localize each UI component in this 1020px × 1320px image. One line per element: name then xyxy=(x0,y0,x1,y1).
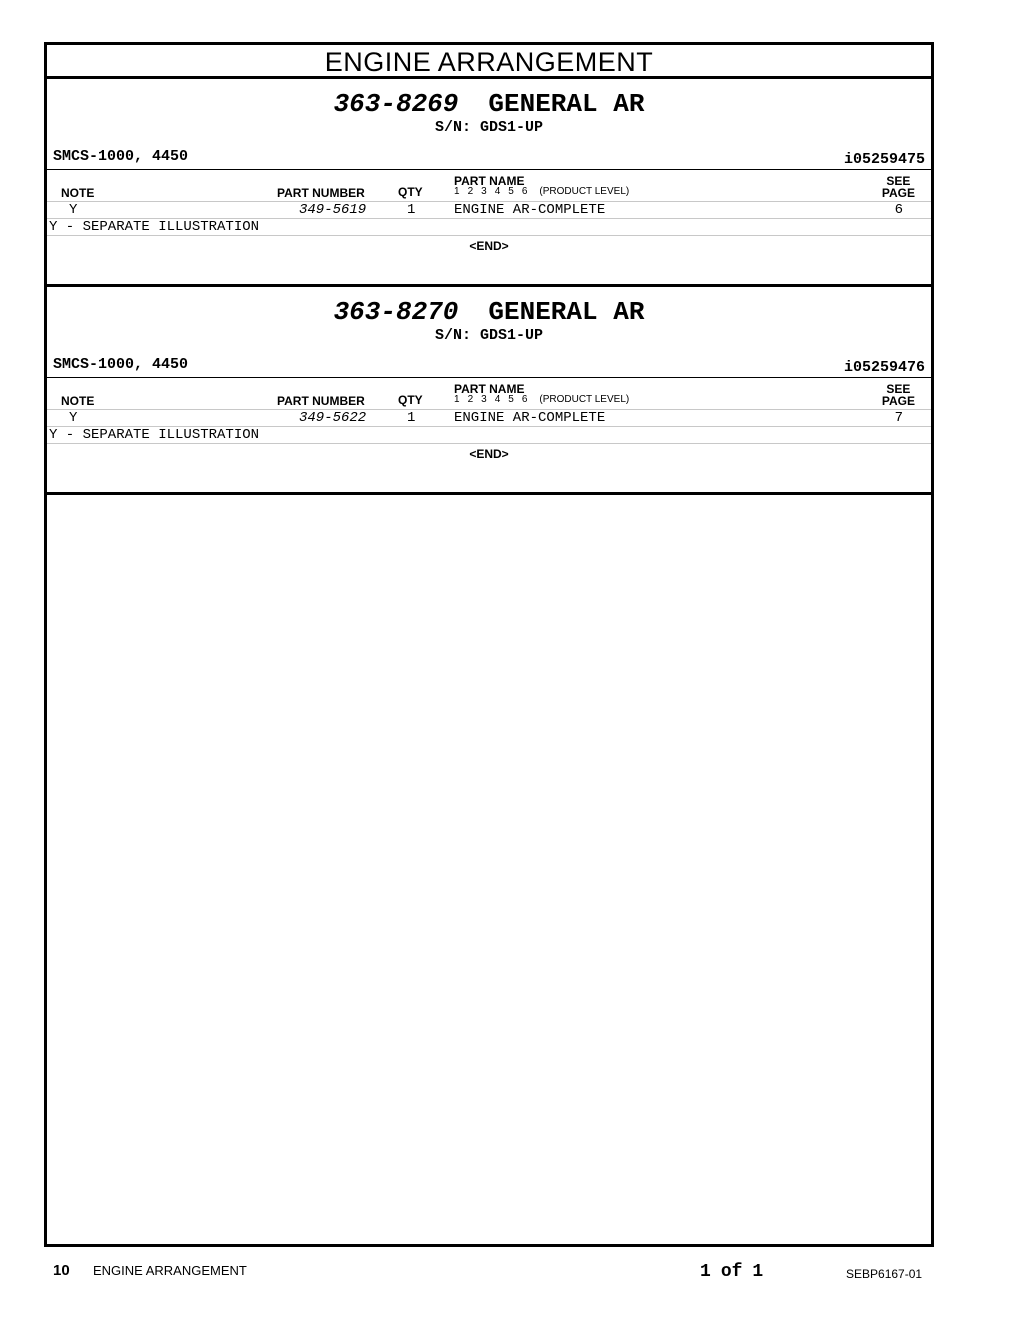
header-divider xyxy=(47,169,931,170)
end-marker: <END> xyxy=(469,239,509,253)
level-1: 1 xyxy=(454,186,460,197)
row-see-page: 7 xyxy=(894,410,903,426)
product-level-scale xyxy=(454,394,629,405)
page-label: PAGE xyxy=(881,394,915,408)
row-part-name: ENGINE AR-COMPLETE xyxy=(454,202,606,218)
note-legend: Y - SEPARATE ILLUSTRATION xyxy=(49,219,260,235)
smcs-code: SMCS-1000, 4450 xyxy=(53,148,189,165)
product-level-label: (PRODUCT LEVEL) xyxy=(539,186,630,197)
smcs-code: SMCS-1000, 4450 xyxy=(53,356,189,373)
row-divider xyxy=(47,443,931,444)
column-header-qty: QTY xyxy=(398,185,423,199)
page-label: PAGE xyxy=(881,186,915,200)
column-header-see-page xyxy=(882,175,915,199)
level-6: 6 xyxy=(521,186,528,197)
level-4: 4 xyxy=(494,394,501,405)
level-3: 3 xyxy=(481,394,487,405)
row-note: Y xyxy=(69,202,78,218)
row-qty: 1 xyxy=(407,202,416,218)
illustration-id: i05259475 xyxy=(843,151,925,168)
row-see-page: 6 xyxy=(894,202,903,218)
level-6: 6 xyxy=(521,394,528,405)
level-2: 2 xyxy=(467,394,474,405)
column-header-part-name: PART NAME xyxy=(454,174,525,188)
parts-group-section xyxy=(47,79,931,287)
page-current: 1 xyxy=(700,1262,711,1282)
see-label: SEE xyxy=(886,382,911,396)
note-legend: Y - SEPARATE ILLUSTRATION xyxy=(49,427,260,443)
row-part-number: 349-5619 xyxy=(299,202,367,218)
row-part-number: 349-5622 xyxy=(299,410,367,426)
header-divider xyxy=(47,377,931,378)
product-level-label: (PRODUCT LEVEL) xyxy=(539,394,630,405)
page-total: 1 xyxy=(752,1262,764,1282)
level-5: 5 xyxy=(508,186,514,197)
footer-page-number: 10 xyxy=(53,1262,70,1279)
serial-number: S/N: GDS1-UP xyxy=(434,119,544,136)
column-header-part-name: PART NAME xyxy=(454,382,525,396)
footer-doc-id: SEBP6167-01 xyxy=(846,1267,923,1281)
page-frame xyxy=(44,42,934,1247)
column-header-part-number: PART NUMBER xyxy=(277,186,365,200)
footer-page-count xyxy=(700,1262,763,1282)
level-1: 1 xyxy=(454,394,460,405)
group-number: 363-8269 xyxy=(333,89,459,119)
level-3: 3 xyxy=(481,186,487,197)
page-title: ENGINE ARRANGEMENT xyxy=(47,45,931,79)
parts-group-section xyxy=(47,287,931,495)
column-header-qty: QTY xyxy=(398,393,423,407)
illustration-id: i05259476 xyxy=(843,359,925,376)
page-of-word: of xyxy=(720,1262,743,1282)
serial-number: S/N: GDS1-UP xyxy=(434,327,544,344)
group-name: GENERAL AR xyxy=(488,89,645,119)
row-note: Y xyxy=(69,410,78,426)
column-header-note: NOTE xyxy=(61,394,95,408)
column-header-note: NOTE xyxy=(61,186,95,200)
level-4: 4 xyxy=(494,186,501,197)
group-heading xyxy=(47,87,931,119)
column-header-see-page xyxy=(882,383,915,407)
group-number: 363-8270 xyxy=(333,297,459,327)
column-header-part-number: PART NUMBER xyxy=(277,394,365,408)
group-name: GENERAL AR xyxy=(488,297,645,327)
product-level-scale xyxy=(454,186,629,197)
end-marker: <END> xyxy=(469,447,509,461)
footer-title: ENGINE ARRANGEMENT xyxy=(93,1263,247,1278)
row-divider xyxy=(47,235,931,236)
level-5: 5 xyxy=(508,394,514,405)
group-heading xyxy=(47,295,931,327)
row-part-name: ENGINE AR-COMPLETE xyxy=(454,410,606,426)
see-label: SEE xyxy=(886,174,911,188)
level-2: 2 xyxy=(467,186,474,197)
row-qty: 1 xyxy=(407,410,416,426)
